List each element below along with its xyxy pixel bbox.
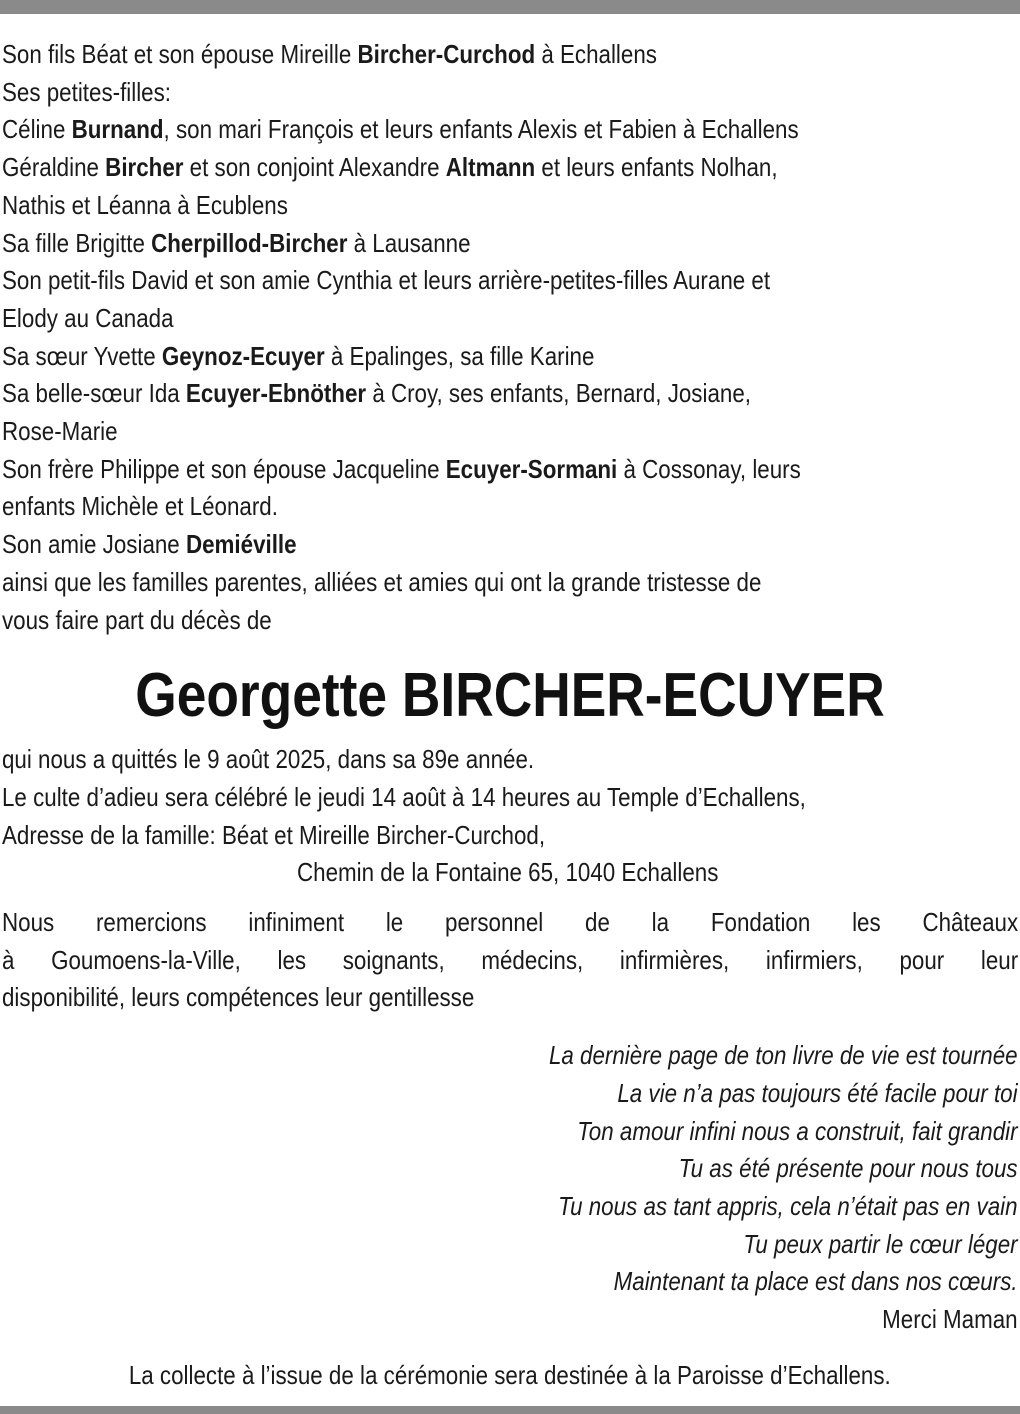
poem-signoff: Merci Maman bbox=[882, 1304, 1018, 1335]
bottom-rule bbox=[0, 1406, 1020, 1414]
deceased-name: Georgette BIRCHER-ECUYER bbox=[135, 661, 885, 731]
family-line: Sa belle-sœur Ida Ecuyer-Ebnöther à Croy, ses enfants, Bernard, Josiane, bbox=[2, 378, 751, 409]
family-line: Son fils Béat et son épouse Mireille Bircher-Curchod à Echallens bbox=[2, 39, 657, 69]
family-line: ainsi que les familles parentes, alliées et amies qui ont la grande tristesse de bbox=[2, 566, 762, 597]
details-line: qui nous a quittés le 9 août 2025, dans sa 89e année. bbox=[2, 744, 535, 775]
family-line: Sa fille Brigitte Cherpillod-Bircher à Lausanne bbox=[2, 227, 471, 258]
poem-line: Tu peux partir le cœur léger bbox=[743, 1228, 1018, 1259]
poem bbox=[2, 1037, 1018, 1339]
family-line: enfants Michèle et Léonard. bbox=[2, 491, 278, 522]
family-line: Son frère Philippe et son épouse Jacqueline Ecuyer-Sormani à Cossonay, leurs bbox=[2, 453, 801, 484]
poem-line: Tu nous as tant appris, cela n’était pas en vain bbox=[558, 1190, 1018, 1221]
family-line: Nathis et Léanna à Ecublens bbox=[2, 189, 288, 220]
poem-line: Tu as été présente pour nous tous bbox=[679, 1153, 1018, 1184]
poem-line: La vie n’a pas toujours été facile pour toi bbox=[617, 1077, 1018, 1108]
family-line: vous faire part du décès de bbox=[2, 604, 272, 635]
poem-line: Maintenant ta place est dans nos cœurs. bbox=[614, 1266, 1018, 1297]
obituary-notice bbox=[2, 36, 1018, 1395]
poem-line: Ton amour infini nous a construit, fait grandir bbox=[577, 1115, 1018, 1146]
family-line: Géraldine Bircher et son conjoint Alexandre Altmann et leurs enfants Nolhan, bbox=[2, 152, 778, 183]
poem-line: La dernière page de ton livre de vie est tournée bbox=[549, 1040, 1018, 1071]
family-address: Chemin de la Fontaine 65, 1040 Echallens bbox=[296, 857, 719, 888]
thanks-line: disponibilité, leurs compétences leur gentillesse bbox=[2, 982, 475, 1013]
family-list bbox=[2, 36, 1018, 639]
family-line: Son petit-fils David et son amie Cynthia et leurs arrière-petites-filles Aurane et bbox=[2, 265, 771, 296]
thanks-line: Nous remercions infiniment le personnel de la Fondation les Châteaux bbox=[2, 907, 1019, 938]
spacer bbox=[2, 1017, 1018, 1037]
family-line: Sa sœur Yvette Geynoz-Ecuyer à Epalinges, sa fille Karine bbox=[2, 340, 595, 371]
top-rule bbox=[0, 0, 1020, 14]
funeral-details bbox=[2, 741, 1018, 892]
thanks-line: à Goumoens-la-Ville, les soignants, médecins, infirmières, infirmiers, pour leur bbox=[2, 944, 1019, 975]
family-line: Ses petites-filles: bbox=[2, 76, 172, 107]
details-line: Le culte d’adieu sera célébré le jeudi 14 août à 14 heures au Temple d’Echallens, bbox=[2, 781, 806, 812]
family-line: Rose-Marie bbox=[2, 416, 118, 447]
family-line: Céline Burnand, son mari François et leurs enfants Alexis et Fabien à Echallens bbox=[2, 114, 799, 145]
collecte-note: La collecte à l’issue de la cérémonie sera destinée à la Paroisse d’Echallens. bbox=[129, 1359, 891, 1390]
family-address-label: Adresse de la famille: Béat et Mireille Bircher-Curchod, bbox=[2, 819, 546, 850]
family-line: Elody au Canada bbox=[2, 302, 174, 333]
family-line: Son amie Josiane Demiéville bbox=[2, 529, 297, 560]
spacer bbox=[2, 892, 1018, 904]
thanks-paragraph bbox=[2, 904, 1018, 1017]
